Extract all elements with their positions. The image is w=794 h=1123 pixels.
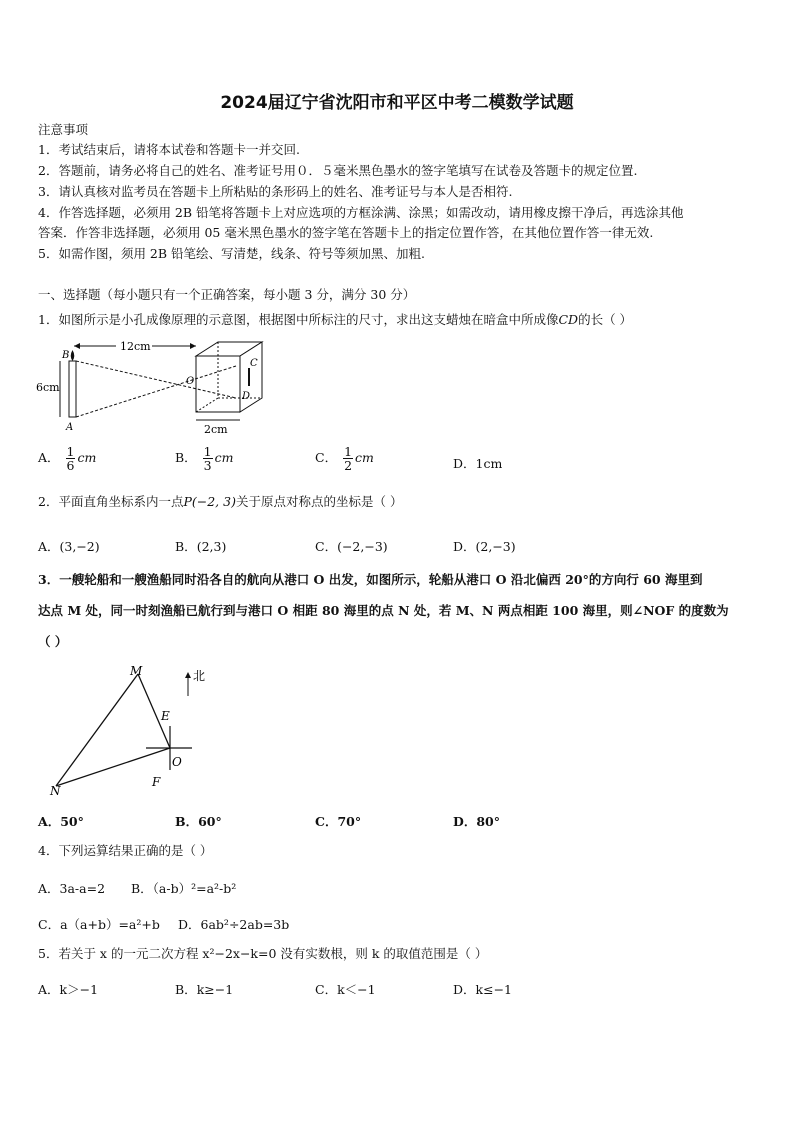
svg-text:O: O [172, 755, 182, 769]
q4-option-d: D．6ab²÷2ab=3b [178, 917, 290, 932]
question-4-stem: 4．下列运算结果正确的是（ ） [38, 843, 213, 858]
q4-option-a: A．3a-a=2 [38, 881, 106, 896]
navigation-figure [46, 660, 216, 800]
q3-option-c: C．70° [315, 814, 362, 829]
q1-option-d: D．1cm [453, 456, 503, 471]
notice-item: 答案．作答非选择题，必须用 05 毫米黑色墨水的签字笔在答题卡上的指定位置作答，在其他位置作答一律无效. [38, 225, 654, 240]
dim-2cm: 2cm [204, 423, 228, 436]
q5-option-b: B．k≥−1 [175, 982, 234, 997]
q1-option-c: C． $\frac{1}{2}$ cm [315, 444, 374, 473]
svg-text:C: C [250, 358, 258, 369]
q2-option-a: A．(3,−2) [38, 539, 100, 554]
svg-text:N: N [50, 784, 61, 798]
dim-6cm: 6cm [36, 381, 60, 394]
notice-item: 1．考试结束后，请将本试卷和答题卡一并交回. [38, 142, 300, 157]
svg-text:M: M [130, 664, 143, 678]
q5-option-d: D．k≤−1 [453, 982, 513, 997]
svg-text:E: E [161, 709, 170, 723]
question-2-stem: 2．平面直角坐标系内一点P(−2, 3)关于原点对称点的坐标是（ ） [38, 494, 403, 509]
question-3-line-2: 达点 M 处，同一时刻渔船已航行到与港口 O 相距 80 海里的点 N 处，若 M、N 两点相距 100 海里，则∠NOF 的度数为 [38, 603, 729, 618]
pinhole-figure [36, 336, 276, 436]
q3-option-a: A．50° [38, 814, 84, 829]
q1-option-a: A． $\frac{1}{6}$ cm [38, 444, 97, 473]
dim-12cm: 12cm [120, 340, 151, 353]
notice-heading: 注意事项 [38, 122, 89, 137]
question-1-stem: 1．如图所示是小孔成像原理的示意图，根据图中所标注的尺寸，求出这支蜡烛在暗盒中所成像CD的长（ ） [38, 312, 633, 327]
q2-option-c: C．(−2,−3) [315, 539, 388, 554]
notice-item: 2．答题前，请务必将自己的姓名、准考证号用０．５毫米黑色墨水的签字笔填写在试卷及答题卡的规定位置. [38, 163, 638, 178]
svg-text:D: D [242, 391, 251, 402]
svg-text:B: B [62, 350, 70, 361]
q5-option-a: A．k＞−1 [38, 982, 99, 997]
notice-item: 5．如需作图，须用 2B 铅笔绘、写清楚，线条、符号等须加黑、加粗. [38, 246, 426, 261]
svg-text:O: O [186, 376, 195, 387]
q1-option-b: B． $\frac{1}{3}$ cm [175, 444, 234, 473]
question-3-line-1: 3．一艘轮船和一艘渔船同时沿各自的航向从港口 O 出发，如图所示，轮船从港口 O 沿北偏西 20°的方向行 60 海里到 [38, 572, 703, 587]
question-5-stem: 5．若关于 x 的一元二次方程 x²−2x−k=0 没有实数根，则 k 的取值范围是（ ） [38, 946, 488, 961]
q3-option-d: D．80° [453, 814, 500, 829]
section-heading: 一、选择题（每小题只有一个正确答案，每小题 3 分，满分 30 分） [38, 287, 416, 302]
q3-option-b: B．60° [175, 814, 222, 829]
notice-item: 3．请认真核对监考员在答题卡上所粘贴的条形码上的姓名、准考证号与本人是否相符. [38, 184, 513, 199]
notice-item: 4．作答选择题，必须用 2B 铅笔将答题卡上对应选项的方框涂满、涂黑；如需改动，请用橡皮擦干净后，再选涂其他 [38, 205, 684, 220]
q4-option-c: C．a（a+b）=a²+b [38, 917, 160, 932]
question-3-line-3: （ ） [38, 634, 68, 649]
svg-text:A: A [66, 422, 74, 433]
svg-text:F: F [152, 775, 161, 789]
q2-option-b: B．(2,3) [175, 539, 227, 554]
page-title: 2024届辽宁省沈阳市和平区中考二模数学试题 [220, 93, 574, 113]
q4-option-b: B．（a-b）²=a²-b² [131, 881, 237, 896]
north-label: 北 [193, 669, 206, 683]
q5-option-c: C．k＜−1 [315, 982, 376, 997]
q2-option-d: D．(2,−3) [453, 539, 516, 554]
